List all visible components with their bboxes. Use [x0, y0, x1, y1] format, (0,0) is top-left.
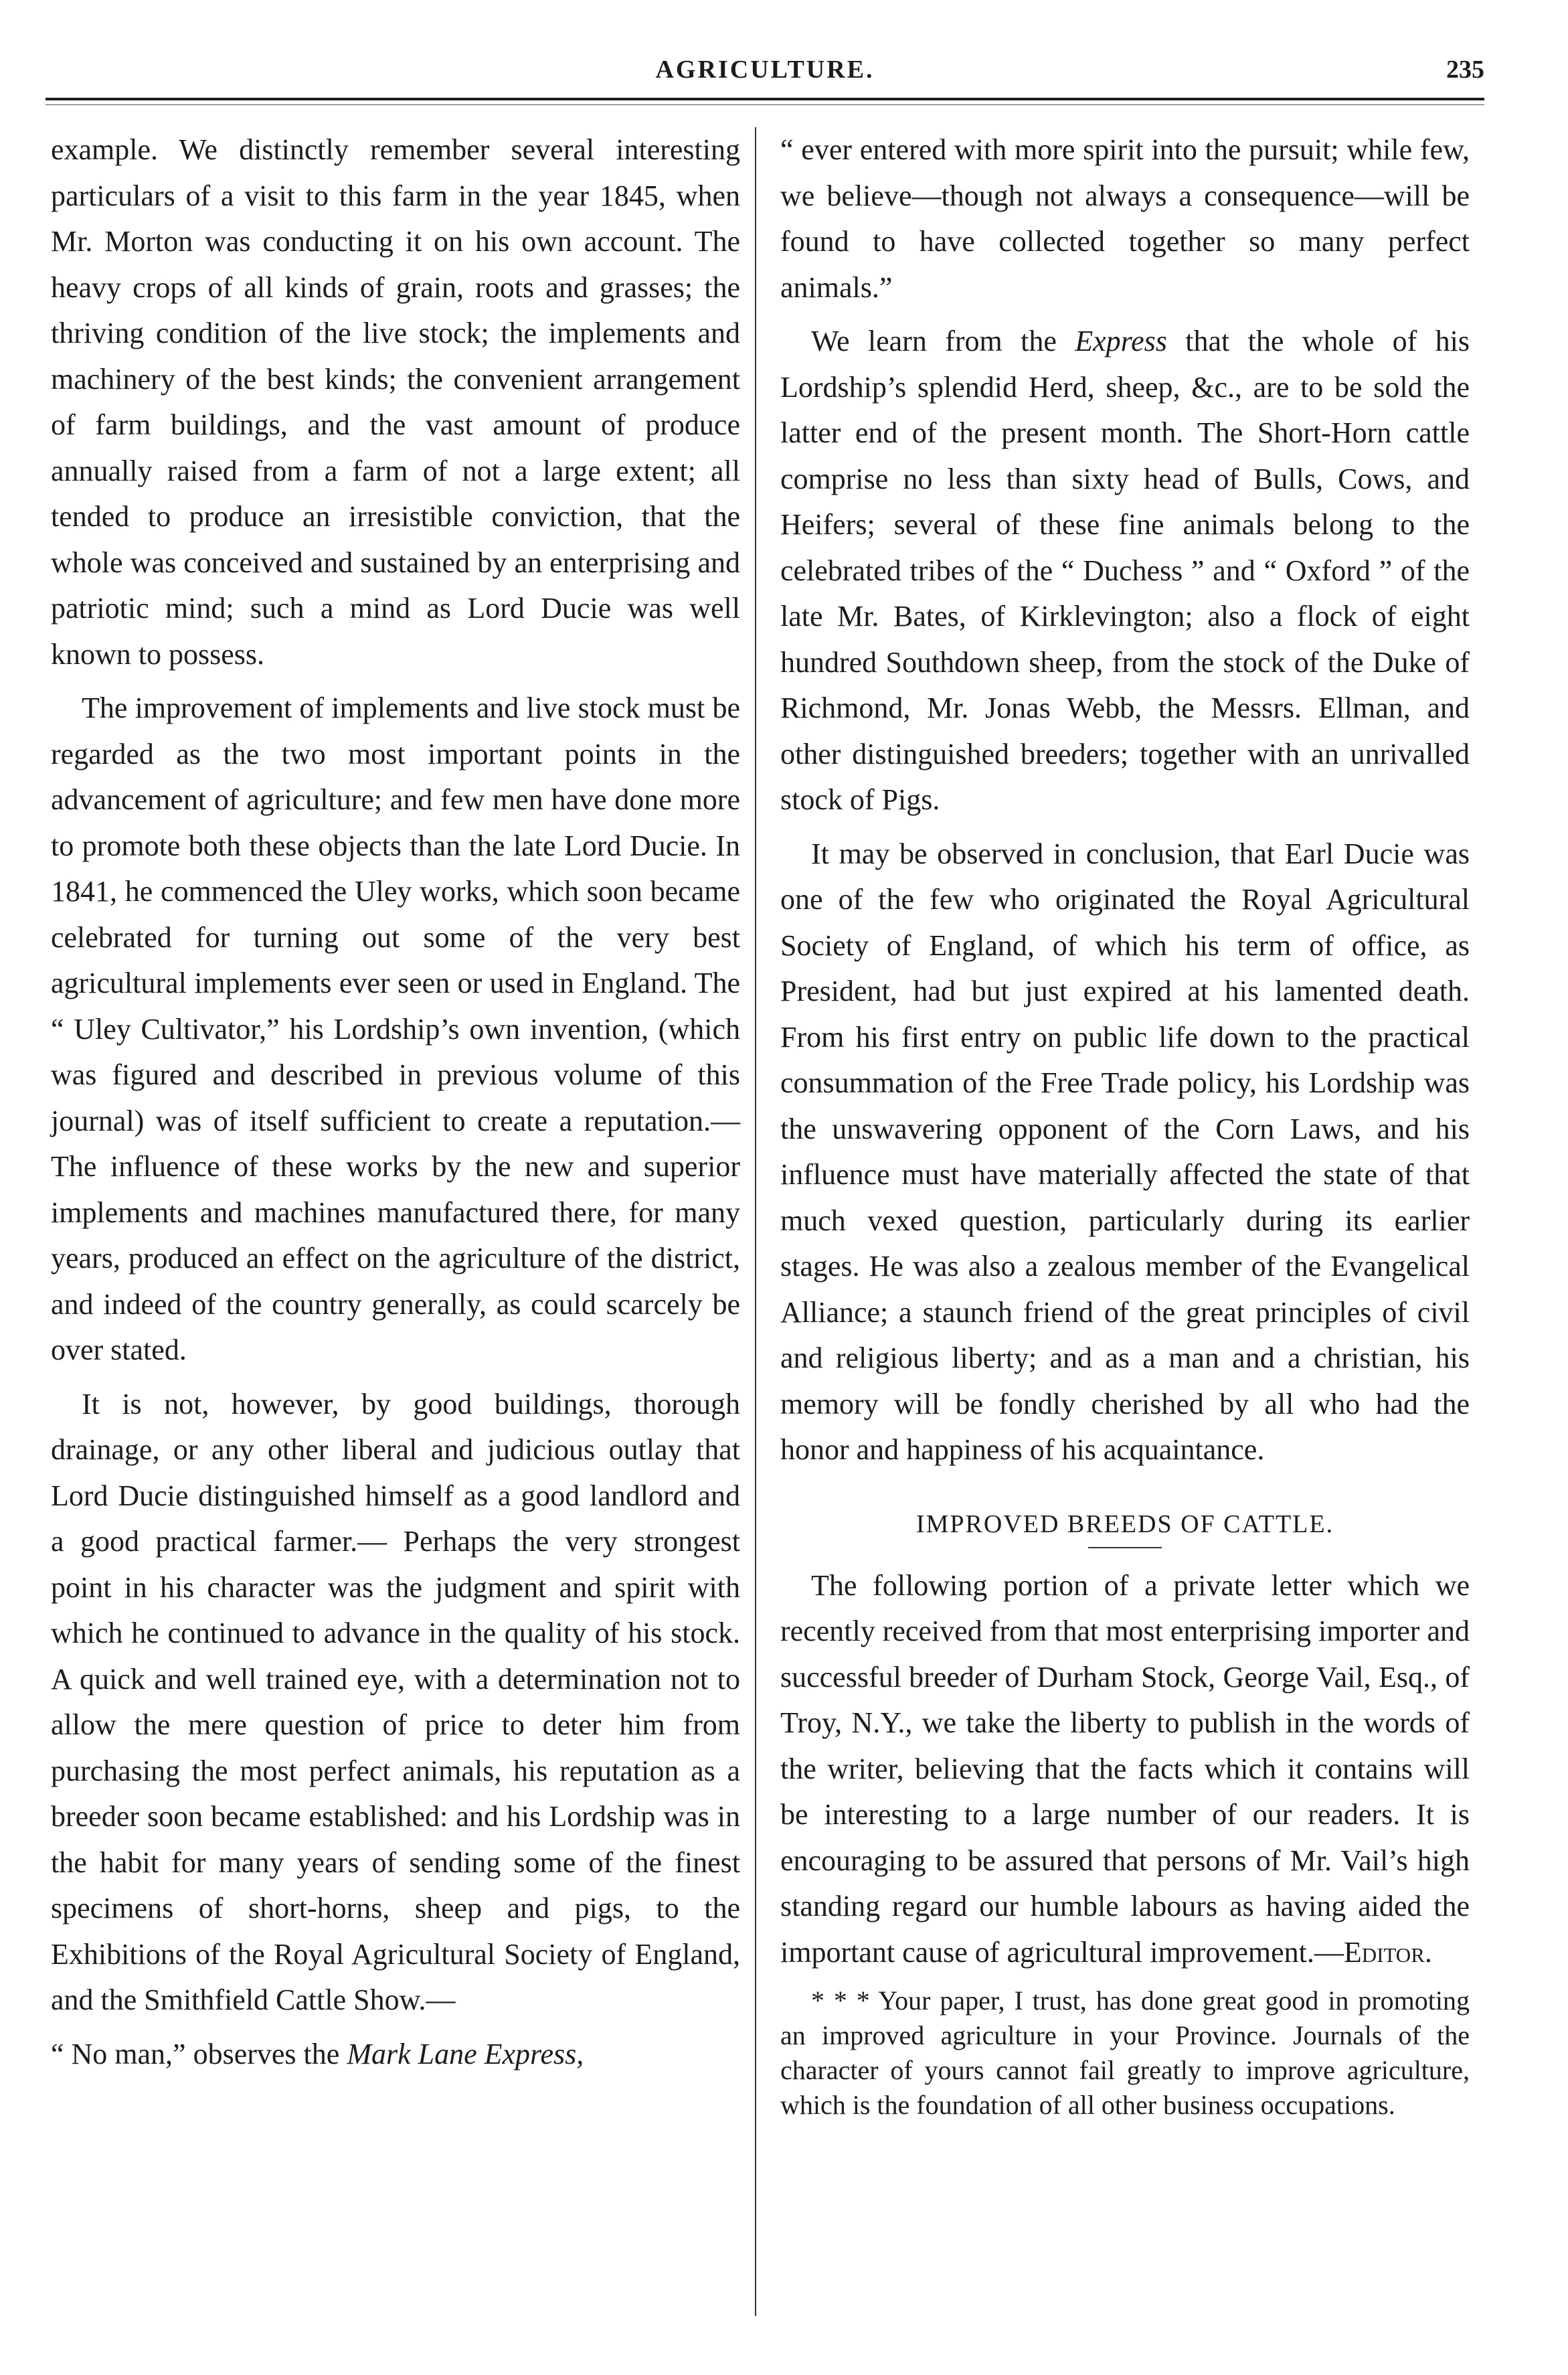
- paragraph: The improvement of implements and live stock must be regarded as the two most important points in the advancement of agriculture; and few men have done more to promote both these objects than the late Lord Ducie. In 1841, he commenced the Uley works, which soon became celebrated for turning out some of the very best agricultural implements ever seen or used in England. The “ Uley Cultivator,” his Lordship’s own invention, (which was figured and described in previous volume of this journal) was of itself sufficient to create a reputation.— The influence of these works by the new and superior implements and machines manufactured there, for many years, produced an effect on the agriculture of the district, and indeed of the country generally, as could scarcely be over stated.: [51, 691, 740, 1366]
- italic-text: Mark Lane Express,: [347, 2037, 584, 2070]
- paragraph-letter: * * * Your paper, I trust, has done great good in promoting an improved agriculture in your Province. Journals of the character of yours cannot fail greatly to improve agriculture, which is the foundation of all other business occupations.: [780, 1985, 1470, 2120]
- paragraph: example. We distinctly remember several interesting particulars of a visit to this farm in the year 1845, when Mr. Morton was conducting it on his own account. The heavy crops of all kinds of grain, roots and grasses; the thriving condition of the live stock; the implements and machinery of the best kinds; the convenient arrangement of farm buildings, and the vast amount of produce annually raised from a farm of not a large extent; all tended to produce an irresistible conviction, that the whole was conceived and sustained by an enterprising and patriotic mind; such a mind as Lord Ducie was well known to possess.: [51, 133, 740, 671]
- editor-signature: Editor.: [1343, 1935, 1432, 1969]
- left-column: [51, 127, 740, 2085]
- paragraph: “ ever entered with more spirit into the pursuit; while few, we believe—though not always a consequence—will be found to have collected together so many perfect animals.”: [780, 133, 1470, 304]
- paragraph: It may be observed in conclusion, that Earl Ducie was one of the few who originated the Royal Agricultural Society of England, of which his term of office, as President, had but just expired at his lamented death. From his first entry on public life down to the practical consummation of the Free Trade policy, his Lordship was the unswavering opponent of the Corn Laws, and his influence must have materially affected the state of that much vexed question, particularly during its earlier stages. He was also a zealous member of the Evangelical Alliance; a staunch friend of the great principles of civil and religious liberty; and as a man and a christian, his memory will be fondly cherished by all who had the honor and happiness of his acquaintance.: [780, 837, 1470, 1466]
- paragraph: [780, 1563, 1470, 1976]
- text-run: that the whole of his Lordship’s splendid Herd, sheep, &c., are to be sold the latter end of the present month. The Short-Horn cattle comprise no less than sixty head of Bulls, Cows, and Heifers; several of these fine animals belong to the celebrated tribes of the “ Duchess ” and “ Oxford ” of the late Mr. Bates, of Kirklevington; also a flock of eight hundred Southdown sheep, from the stock of the Duke of Richmond, Mr. Jonas Webb, the Messrs. Ellman, and other distinguished breeders; together with an unrivalled stock of Pigs.: [780, 325, 1470, 816]
- paragraph: [780, 319, 1470, 823]
- paragraph: It is not, however, by good buildings, thorough drainage, or any other liberal and judicious outlay that Lord Ducie distinguished himself as a good landlord and a good practical farmer.— Perhaps the very strongest point in his character was the judgment and spirit with which he continued to advance in the quality of his stock. A quick and well trained eye, with a determination not to allow the mere question of price to deter him from purchasing the most perfect animals, his reputation as a breeder soon became established: and his Lordship was in the habit for many years of sending some of the finest specimens of short-horns, sheep and pigs, to the Exhibitions of the Royal Agricultural Society of England, and the Smithfield Cattle Show.—: [51, 1387, 740, 2016]
- paragraph-last-line: [51, 2032, 740, 2078]
- text-run: “ No man,” observes the: [51, 2037, 347, 2070]
- page-header: [46, 55, 1484, 95]
- text-run: We learn from the: [811, 325, 1075, 357]
- right-column: [780, 127, 1470, 2131]
- section-rule: [1088, 1547, 1162, 1548]
- text-run: The following portion of a private letter which we recently received from that most enterprising importer and successful breeder of Durham Stock, George Vail, Esq., of Troy, N.Y., we take the liberty to publish in the words of the writer, believing that the facts which it contains will be interesting to a large number of our readers. It is encouraging to be assured that persons of Mr. Vail’s high standing regard our humble labours as having aided the important cause of agricultural improvement.—: [780, 1568, 1470, 1969]
- italic-text: Express: [1075, 325, 1167, 357]
- page-number: 235: [1446, 56, 1484, 84]
- header-rule-thin: [46, 104, 1484, 105]
- header-rule: [46, 98, 1484, 100]
- section-title: IMPROVED BREEDS OF CATTLE.: [916, 1509, 1334, 1538]
- running-head: AGRICULTURE.: [655, 56, 875, 84]
- column-divider: [755, 127, 756, 2316]
